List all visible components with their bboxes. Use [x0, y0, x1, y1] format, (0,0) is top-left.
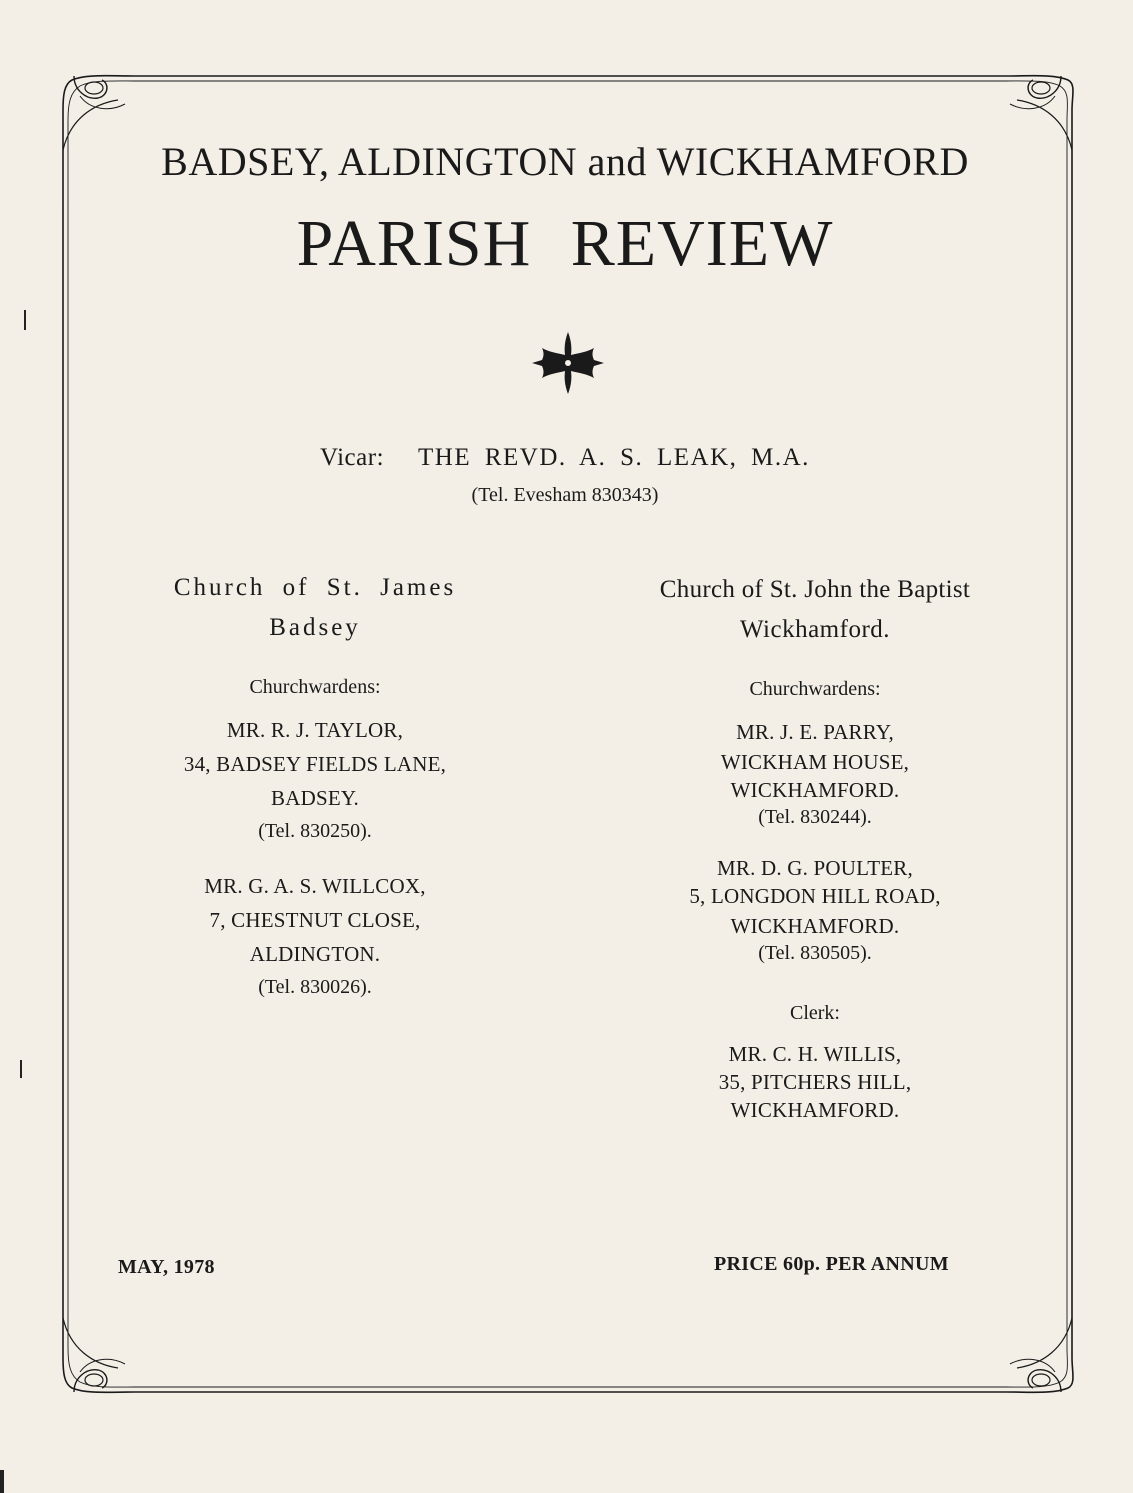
left-warden2-address: ALDINGTON.: [249, 942, 381, 966]
left-warden2-address: 7, CHESTNUT CLOSE,: [209, 908, 421, 932]
left-warden1-tel: (Tel. 830250).: [258, 820, 372, 842]
cross-pattee-icon: [530, 330, 606, 396]
left-church-place: Badsey: [269, 614, 361, 641]
right-warden1-address: WICKHAMFORD.: [730, 778, 900, 802]
subscription-price: PRICE 60p. PER ANNUM: [714, 1253, 949, 1275]
scroll-corner-icon: [1005, 1275, 1073, 1392]
right-warden1-name: MR. J. E. PARRY,: [736, 720, 894, 744]
left-church-name: Church of St. James: [173, 574, 457, 601]
right-warden1-address: WICKHAM HOUSE,: [720, 750, 910, 774]
margin-mark: [24, 310, 26, 330]
right-warden2-name: MR. D. G. POULTER,: [717, 856, 913, 880]
vicar-telephone: (Tel. Evesham 830343): [471, 484, 659, 506]
vicar-line: [100, 444, 1030, 472]
left-warden2-name: MR. G. A. S. WILLCOX,: [204, 874, 426, 898]
right-clerk-address: 35, PITCHERS HILL,: [718, 1070, 912, 1094]
right-warden2-tel: (Tel. 830505).: [758, 942, 872, 964]
right-warden2-address: 5, LONGDON HILL ROAD,: [689, 884, 941, 908]
right-clerk-address: WICKHAMFORD.: [730, 1098, 900, 1122]
issue-date: MAY, 1978: [118, 1256, 215, 1278]
right-warden2-address: WICKHAMFORD.: [730, 914, 900, 938]
margin-mark: [20, 1060, 22, 1078]
scroll-corner-icon: [63, 1275, 135, 1392]
vicar-name: THE REVD. A. S. LEAK, M.A.: [418, 444, 810, 471]
margin-mark: [0, 1470, 4, 1493]
right-clerk-name: MR. C. H. WILLIS,: [728, 1042, 902, 1066]
right-church-place: Wickhamford.: [739, 616, 891, 643]
left-warden1-name: MR. R. J. TAYLOR,: [226, 718, 404, 742]
right-clerk-label: Clerk:: [790, 1002, 840, 1024]
left-warden2-tel: (Tel. 830026).: [258, 976, 372, 998]
left-warden1-address: 34, BADSEY FIELDS LANE,: [183, 752, 447, 776]
right-churchwardens-label: Churchwardens:: [749, 678, 881, 700]
left-churchwardens-label: Churchwardens:: [249, 676, 381, 698]
page-title: PARISH REVIEW: [296, 207, 834, 280]
left-warden1-address: BADSEY.: [271, 786, 359, 810]
publication-subtitle: BADSEY, ALDINGTON and WICKHAMFORD: [161, 139, 969, 184]
vicar-label: Vicar:: [320, 444, 385, 471]
right-warden1-tel: (Tel. 830244).: [758, 806, 872, 828]
right-church-name: Church of St. John the Baptist: [659, 576, 971, 603]
